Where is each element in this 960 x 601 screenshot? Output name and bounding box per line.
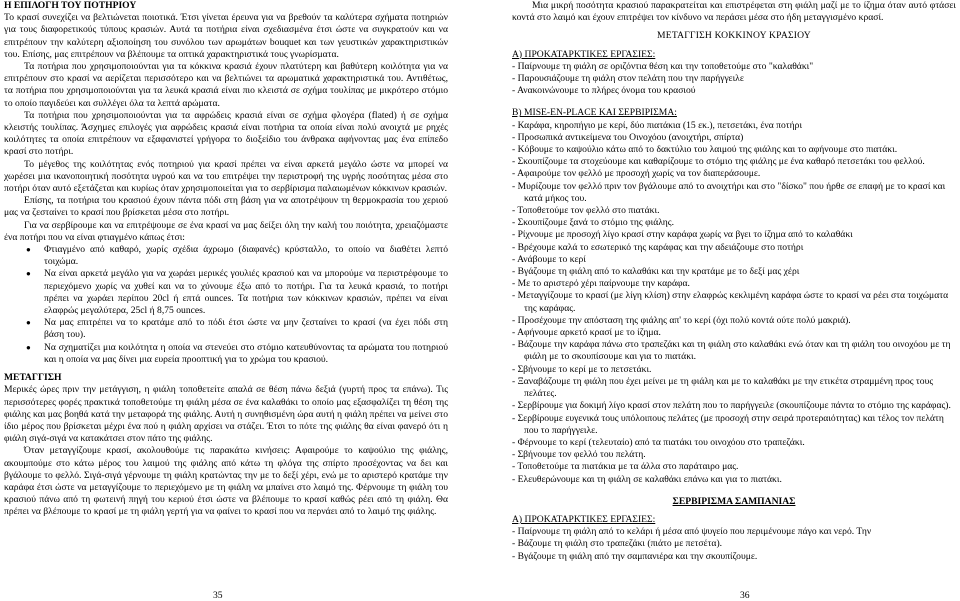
step-line: - Μεταγγίζουμε το κρασί (με λίγη κλίση) στην ελαφρώς κεκλιμένη καράφα ώστε το κρασί να ρέει στα τοιχώματα της καράφας. xyxy=(512,290,949,314)
paragraph: Για να σερβίρουμε και να επιτρέψουμε σε ένα κρασί να μας δείξει όλη την καλή του ποιότητα, χρειαζόμαστε ένα ποτήρι που να είναι φτιαγμένο κάπως έτσι: xyxy=(4,219,448,243)
step-line: - Μυρίζουμε τον φελλό πριν τον βγάλουμε από το ανοιχτήρι και στο "δίσκο" που ήρθε σε επαφή με το κρασί και κατά μήκος του. xyxy=(512,180,946,204)
subsection-heading: Α) ΠΡΟΚΑΤΑΡΚΤΙΚΕΣ ΕΡΓΑΣΙΕΣ: xyxy=(512,48,656,60)
paragraph: Το μέγεθος της κοιλότητας ενός ποτηριού για κρασί πρέπει να είναι αρκετά μεγάλο ώστε να μπορεί να χωρέσει μια ικανοποιητική ποσότητα υγρού και να του επιτρέψει την περιστροφή της υγρής ποσότητας μέσα στο ποτήρι όταν αυτό εξετάζεται και κυρίως όταν χρησιμοποιείται για το σερβίρισμα παλαιωμένων κόκκινων κρασιών. xyxy=(4,158,448,195)
step-line: - Βγάζουμε τη φιάλη από το καλαθάκι και την κρατάμε με το δεξί μας χέρι xyxy=(512,266,800,278)
paragraph: Τα ποτήρια που χρησιμοποιούνται για τα κόκκινα κρασιά έχουν πλατύτερη και βαθύτερη κοιλότητα για να επιτρέπουν στο κρασί να αερίζεται περισσότερο και να βελτιώνει τα αρωματικά χαρακτηριστικά του. Αντιθέτως, τα ποτήρια που χρησιμοποιούνται για τα λευκά κρασιά είναι πιο κλειστά σε σχήμα τουλίπας με μικρότερο στόμιο το οποίο παγιδεύει και συλλέγει όλα τα λεπτά αρώματα. xyxy=(4,61,448,109)
paragraph: Μια μικρή ποσότητα κρασιού παρακρατείται και επιστρέφεται στη φιάλη μαζί με το ίζημα όταν αυτό φτάσει κοντά στο λαιμό και έχουν επιτρέψει τον κίνδυνο να περάσει μέσα στο ήδη μεταγγισμένο κρασί. xyxy=(512,0,956,24)
paragraph: Το κρασί συνεχίζει να βελτιώνεται ποιοτικά. Έτσι γίνεται έρευνα για να βρεθούν τα καλύτερα σχήματα ποτηριών για τους διαφορετικούς τύπους κρασιών. Αυτά τα ποτήρια είναι σχεδιασμένα έτσι ώστε να συγκρατούν και να επιτρέπουν την καλύτερη αξιοποίηση του συνόλου των αρωμάτων bouquet και των γευστικών χαρακτηριστικών του. Επίσης, μας επιτρέπουν να βλέπουμε τα οπτικά χαρακτηριστικά τους γνωρίσματα. xyxy=(4,12,448,60)
right-page xyxy=(512,0,956,563)
step-line: - Προσωπικά αντικείμενα του Οινοχόου (ανοιχτήρι, σπίρτα) xyxy=(512,131,744,143)
section-heading-glass-choice: Η ΕΠΙΛΟΓΗ ΤΟΥ ΠΟΤΗΡΙΟΥ xyxy=(4,0,137,11)
step-line: - Με το αριστερό χέρι παίρνουμε την καράφα. xyxy=(512,278,690,290)
step-line: - Τοποθετούμε τον φελλό στο πιατάκι. xyxy=(512,205,660,217)
left-page xyxy=(4,0,448,519)
paragraph: Μερικές ώρες πριν την μετάγγιση, η φιάλη τοποθετείτε απαλά σε θέση πάνω δεξιά (γυρτή προς τα επάνω). Τις περισσότερες φορές πρακτικά τοποθετούμε τη φιάλη μέσα σε ένα καλαθάκι το οποίο μας εξασφαλίζει τη θέση της φιάλης και μας βοηθά κατά την μεταφορά της φιάλης. Αυτή η συνηθισμένη ώρα αυτή η φιάλη πρέπει να μείνει στο ίδιο μέρος που βρίσκεται μέχρι ένα πού η φιάλη αρχίσει να στάζει. Έτσι το πότε της φιάλης θα είναι φανερό ότι η φιάλη σιγά-σιγά να κατακάτσει στον πάτο της φιάλης. xyxy=(4,384,448,445)
step-line: - Αφήνουμε αρκετό κρασί με το ίζημα. xyxy=(512,327,661,339)
step-line: - Παίρνουμε τη φιάλη σε οριζόντια θέση και την τοποθετούμε στο "καλαθάκι" xyxy=(512,60,814,72)
step-line: - Τοποθετούμε τα πιατάκια με τα άλλα στο παράταιρο μας. xyxy=(512,461,739,473)
page-number-right: 36 xyxy=(740,590,750,601)
step-line: - Καράφα, κηροπήγιο με κερί, δύο πιατάκια (15 εκ.), πετσετάκι, ένα ποτήρι xyxy=(512,119,803,131)
section-heading-decanting: ΜΕΤΑΓΓΙΣΗ xyxy=(4,372,62,384)
step-line: - Παρουσιάζουμε τη φιάλη στον πελάτη που την παρήγγειλε xyxy=(512,73,744,85)
step-line: - Βγάζουμε τη φιάλη από την σαμπανιέρα και την σκουπίζουμε. xyxy=(512,550,758,562)
paragraph: Όταν μεταγγίζουμε κρασί, ακολουθούμε τις παρακάτω κινήσεις: Αφαιρούμε το καψούλιο της φιάλης, ακουμπούμε στο κάτω μέρος του λαιμού της φιάλης από κάτω τη φλόγα της σπίρτο προσέχοντας να δει και βγάλουμε το φελλό. Σιγά-σιγά γέρνουμε τη φιάλη κρατώντας την με το δεξί χέρι, ενώ με το αριστερό κρατάμε την καράφα έτσι ώστε να μεταγγίζουμε το περιεχόμενο με τη φιάλη να μπαίνει στο λαιμό της. Φέρνουμε τη φιάλη του κρασιού πάνω από τη φωτεινή πηγή του κεριού έτσι ώστε να βλέπουμε το κρασί καθώς ρέει από τη φιάλη. Θα πρέπει να βλέπουμε το κρασί με τη φιάλη γερτή για να φαίνει το κρασί που να περνάει από το λαιμό της φιάλης. xyxy=(4,445,448,518)
list-item: ● Να σχηματίζει μια κοιλότητα η οποία να στενεύει στο στόμιο κατευθύνοντας τα αρώματα του ποτηριού και η οποία να μας δίνει μια ευρεία προοπτική για το χρώμα του κρασιού. xyxy=(44,342,448,366)
step-line: - Βάζουμε την καράφα πάνω στο τραπεζάκι και τη φιάλη στο καλαθάκι ενώ όταν και τη φιάλη του οινοχόου με τη φιάλη με το σκουπίσουμε και για το πιατάκι. xyxy=(512,339,951,363)
step-line: - Αφαιρούμε τον φελλό με προσοχή χωρίς να τον διαπεράσουμε. xyxy=(512,168,761,180)
step-line: - Σερβίρουμε για δοκιμή λίγο κρασί στον πελάτη που το παρήγγειλε (σκουπίζουμε πάντα το στόμιο της καράφας). xyxy=(512,400,951,412)
step-line: - Σβήνουμε το κερί με το πετσετάκι. xyxy=(512,363,652,375)
step-line: - Παίρνουμε τη φιάλη από το κελάρι ή μέσα από ψυγείο που περιμένουμε πάγο και νερό. Την xyxy=(512,526,872,538)
page-number-left: 35 xyxy=(213,590,223,601)
title-champagne-serving: ΣΕΡΒΙΡΙΣΜΑ ΣΑΜΠΑΝΙΑΣ xyxy=(672,495,796,507)
step-line: - Σκουπίζουμε τα στοχεύουμε και καθαρίζουμε το στόμιο της φιάλης με ένα καθαρό πετσετάκι του φελλού. xyxy=(512,156,925,168)
paragraph: Επίσης, τα ποτήρια του κρασιού έχουν πάντα πόδι στη βάση για να αποτρέψουν τη θερμοκρασία του χεριού μας να ζεσταίνει το κρασί που βρίσκεται μέσα στο ποτήρι. xyxy=(4,195,448,219)
step-line: - Προσέχουμε την απόσταση της φιάλης απ' το κερί (όχι πολύ κοντά ούτε πολύ μακριά). xyxy=(512,314,851,326)
step-line: - Σκουπίζουμε ξανά το στόμιο της φιάλης. xyxy=(512,217,675,229)
bullet-list xyxy=(4,244,448,366)
step-line: - Ξαναβάζουμε τη φιάλη που έχει μείνει με τη φιάλη και με το καλαθάκι με την ετικέτα στραμμένη προς τους πελάτες. xyxy=(512,375,934,400)
list-item: ● Να είναι αρκετά μεγάλο για να χωράει μερικές γουλιές κρασιού και να μπορούμε να περιστρέφουμε το περιεχόμενο χωρίς να χυθεί και να το χύνουμε έξω από το ποτήρι. Για τα λευκά κρασιά, το ποτήρι πρέπει να χωράει περίπου 20cl ή επτά ounces. Τα ποτήρια των κόκκινων κρασιών, πρέπει να είναι ελαφρώς μεγαλύτερα, 25cl ή 8,75 ounces. xyxy=(44,268,448,317)
subsection-heading: Β) MISE-EN-PLACE ΚΑΙ ΣΕΡΒΙΡΙΣΜΑ: xyxy=(512,107,677,119)
list-item: ● Φτιαγμένο από καθαρό, χωρίς σχέδια άχρωμο (διαφανές) κρύσταλλο, το οποίο να διαθέτει λεπτό τοιχώμα. xyxy=(44,244,448,268)
step-line: - Βάζουμε τη φιάλη στο τραπεζάκι (πιάτο με πετσέτα). xyxy=(512,538,723,550)
step-line: - Κόβουμε το καψούλιο κάτω από το δακτύλιο του λαιμού της φιάλης και το αφήνουμε στο πιατάκι. xyxy=(512,144,898,156)
step-line: - Σερβίρουμε ευγενικά τους υπόλοιπους πελάτες (με προσοχή στην σειρά προτεραιότητας) και τέλος τον πελάτη που το παρήγγειλε. xyxy=(512,412,944,436)
step-line: - Ρίχνουμε με προσοχή λίγο κρασί στην καράφα χωρίς να βγει το ίζημα από το καλαθάκι xyxy=(512,229,853,241)
list-item: ● Να μας επιτρέπει να το κρατάμε από το πόδι έτσι ώστε να μην ζεσταίνει το κρασί (να έχει πόδι στη βάση του). xyxy=(44,317,448,341)
subsection-heading: Α) ΠΡΟΚΑΤΑΡΚΤΙΚΕΣ ΕΡΓΑΣΙΕΣ: xyxy=(512,513,656,525)
title-red-wine-decanting: ΜΕΤΑΓΓΙΣΗ ΚΟΚΚΙΝΟΥ ΚΡΑΣΙΟΥ xyxy=(657,30,811,42)
step-line: - Σβήνουμε τον φελλό του πελάτη. xyxy=(512,449,646,461)
step-line: - Βρέχουμε καλά το εσωτερικό της καράφας και την αδειάζουμε στο ποτήρι xyxy=(512,241,804,253)
step-line: - Ελευθερώνουμε και τη φιάλη σε καλαθάκι επάνω και για το πιατάκι. xyxy=(512,473,782,485)
paragraph: Τα ποτήρια που χρησιμοποιούνται για τα αφρώδεις κρασιά είναι σε σχήμα φλογέρα (flated) ή σε σχήμα κλειστής τουλίπας. Άσχημες επιλογές για αφρώδεις κρασιά είναι ποτήρια τα οποία είναι πολύ ανοιχτά με ρηχές κοιλότητες τα οποία επιτρέπουν να εξαφανιστεί γρήγορα το διοξείδιο του άνθρακα αφήνοντας μας ένα επίπεδο κρασί στο ποτήρι. xyxy=(4,109,448,158)
step-line: - Ανάβουμε το κερί xyxy=(512,253,586,265)
step-line: - Ανακοινώνουμε τo πλήρες όνομα του κρασιού xyxy=(512,85,696,97)
step-line: - Φέρνουμε το κερί (τελευταίο) από τα πιατάκι του οινοχόου στο τραπεζάκι. xyxy=(512,436,805,448)
